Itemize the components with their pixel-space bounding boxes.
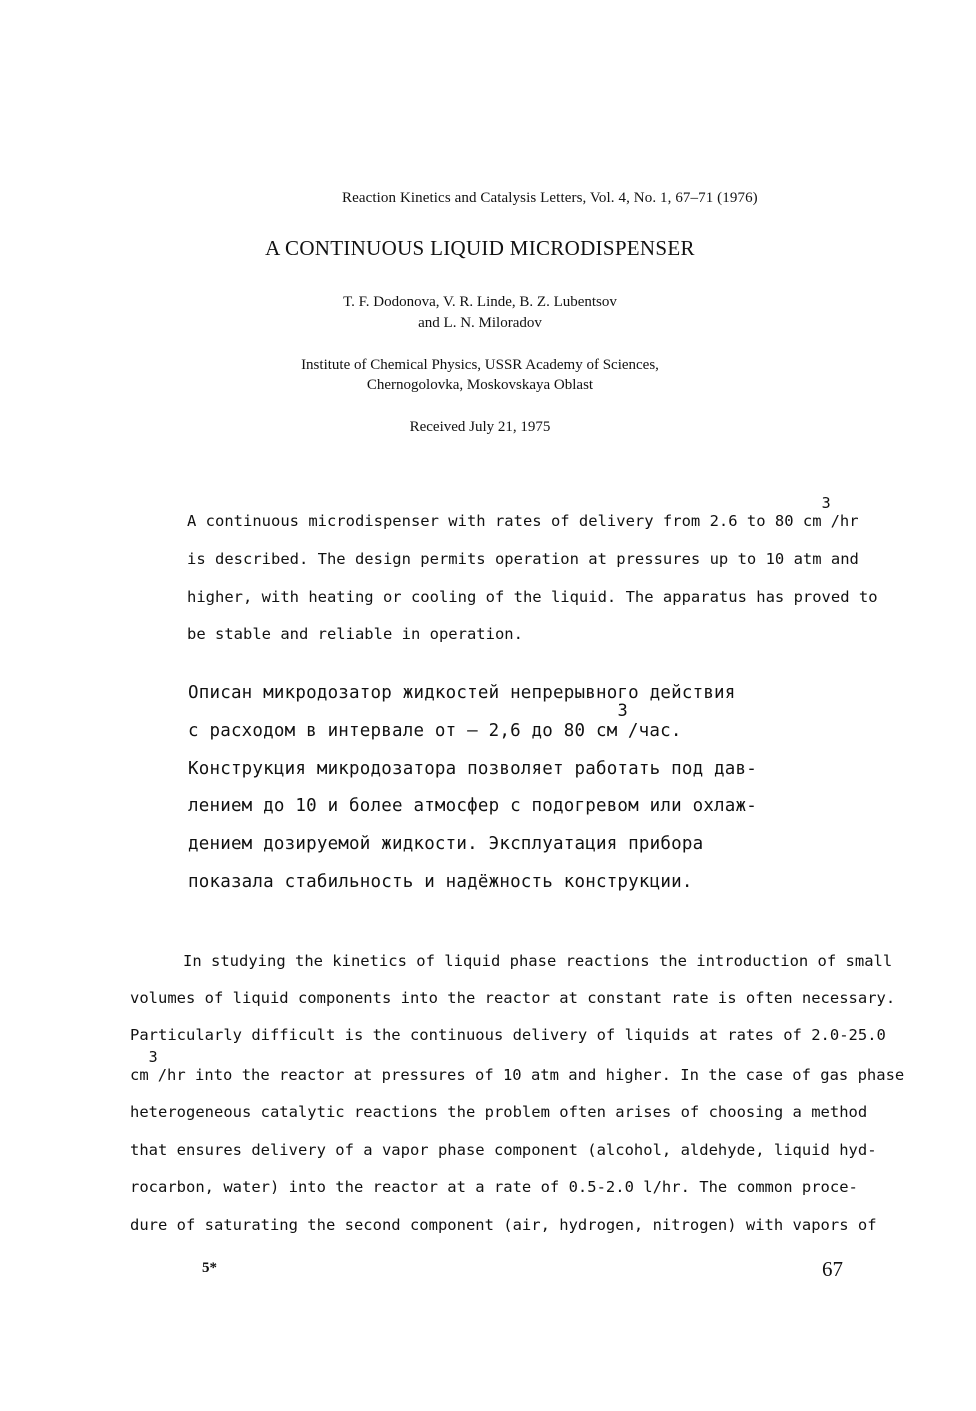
superscript: 3: [821, 494, 831, 512]
body-line: volumes of liquid components into the reactor at constant rate is often necessary.: [130, 989, 896, 1007]
institute-line-1: Institute of Chemical Physics, USSR Academy of Sciences,: [301, 357, 659, 373]
signature-mark: 5*: [202, 1260, 217, 1276]
abstract-ru-line: дением дозируемой жидкости. Эксплуатация прибора: [188, 834, 704, 854]
abstract-en-line: be stable and reliable in operation.: [187, 625, 523, 643]
abstract-en-line: higher, with heating or cooling of the liquid. The apparatus has proved to: [187, 588, 878, 606]
paper-title: A CONTINUOUS LIQUID MICRODISPENSER: [265, 236, 695, 260]
body-line: that ensures delivery of a vapor phase component (alcohol, aldehyde, liquid hyd-: [130, 1141, 877, 1159]
authors-line-1: T. F. Dodonova, V. R. Linde, B. Z. Lubentsov: [343, 294, 617, 310]
abstract-ru-line: Описан микродозатор жидкостей непрерывного действия: [188, 683, 736, 703]
abstract-en-line: [187, 494, 859, 530]
text-run: /час.: [627, 721, 682, 741]
abstract-ru-line: [188, 701, 682, 741]
journal-reference: Reaction Kinetics and Catalysis Letters, Vol. 4, No. 1, 67–71 (1976): [342, 190, 758, 206]
abstract-en-line: is described. The design permits operation at pressures up to 10 atm and: [187, 550, 859, 568]
text-run: с расходом в интервале от – 2,6 до 80 см: [188, 721, 618, 741]
authors-line-2: and L. N. Miloradov: [418, 315, 542, 331]
body-line: heterogeneous catalytic reactions the problem often arises of choosing a method: [130, 1103, 868, 1121]
text-run: cm: [130, 1066, 149, 1084]
body-line: rocarbon, water) into the reactor at a rate of 0.5-2.0 l/hr. The common proce-: [130, 1178, 858, 1196]
superscript: 3: [148, 1048, 158, 1066]
body-line: Particularly difficult is the continuous delivery of liquids at rates of 2.0-25.0: [130, 1026, 886, 1044]
page-number: 67: [822, 1257, 843, 1281]
text-run: A continuous microdispenser with rates of delivery from 2.6 to 80 cm: [187, 512, 822, 530]
body-line: In studying the kinetics of liquid phase reactions the introduction of small: [183, 952, 893, 970]
body-line: dure of saturating the second component (air, hydrogen, nitrogen) with vapors of: [130, 1216, 877, 1234]
text-run: /hr into the reactor at pressures of 10 atm and higher. In the case of gas phase: [157, 1066, 905, 1084]
superscript: 3: [617, 701, 628, 721]
text-run: /hr: [830, 512, 859, 530]
institute-line-2: Chernogolovka, Moskovskaya Oblast: [366, 377, 594, 393]
abstract-ru-line: Конструкция микродозатора позволяет работать под дав-: [188, 759, 758, 779]
received-date: Received July 21, 1975: [409, 419, 551, 435]
abstract-ru-line: лением до 10 и более атмосфер с подогревом или охлаж-: [188, 796, 758, 816]
abstract-ru-line: показала стабильность и надёжность конструкции.: [188, 872, 693, 892]
body-line: [130, 1048, 905, 1084]
